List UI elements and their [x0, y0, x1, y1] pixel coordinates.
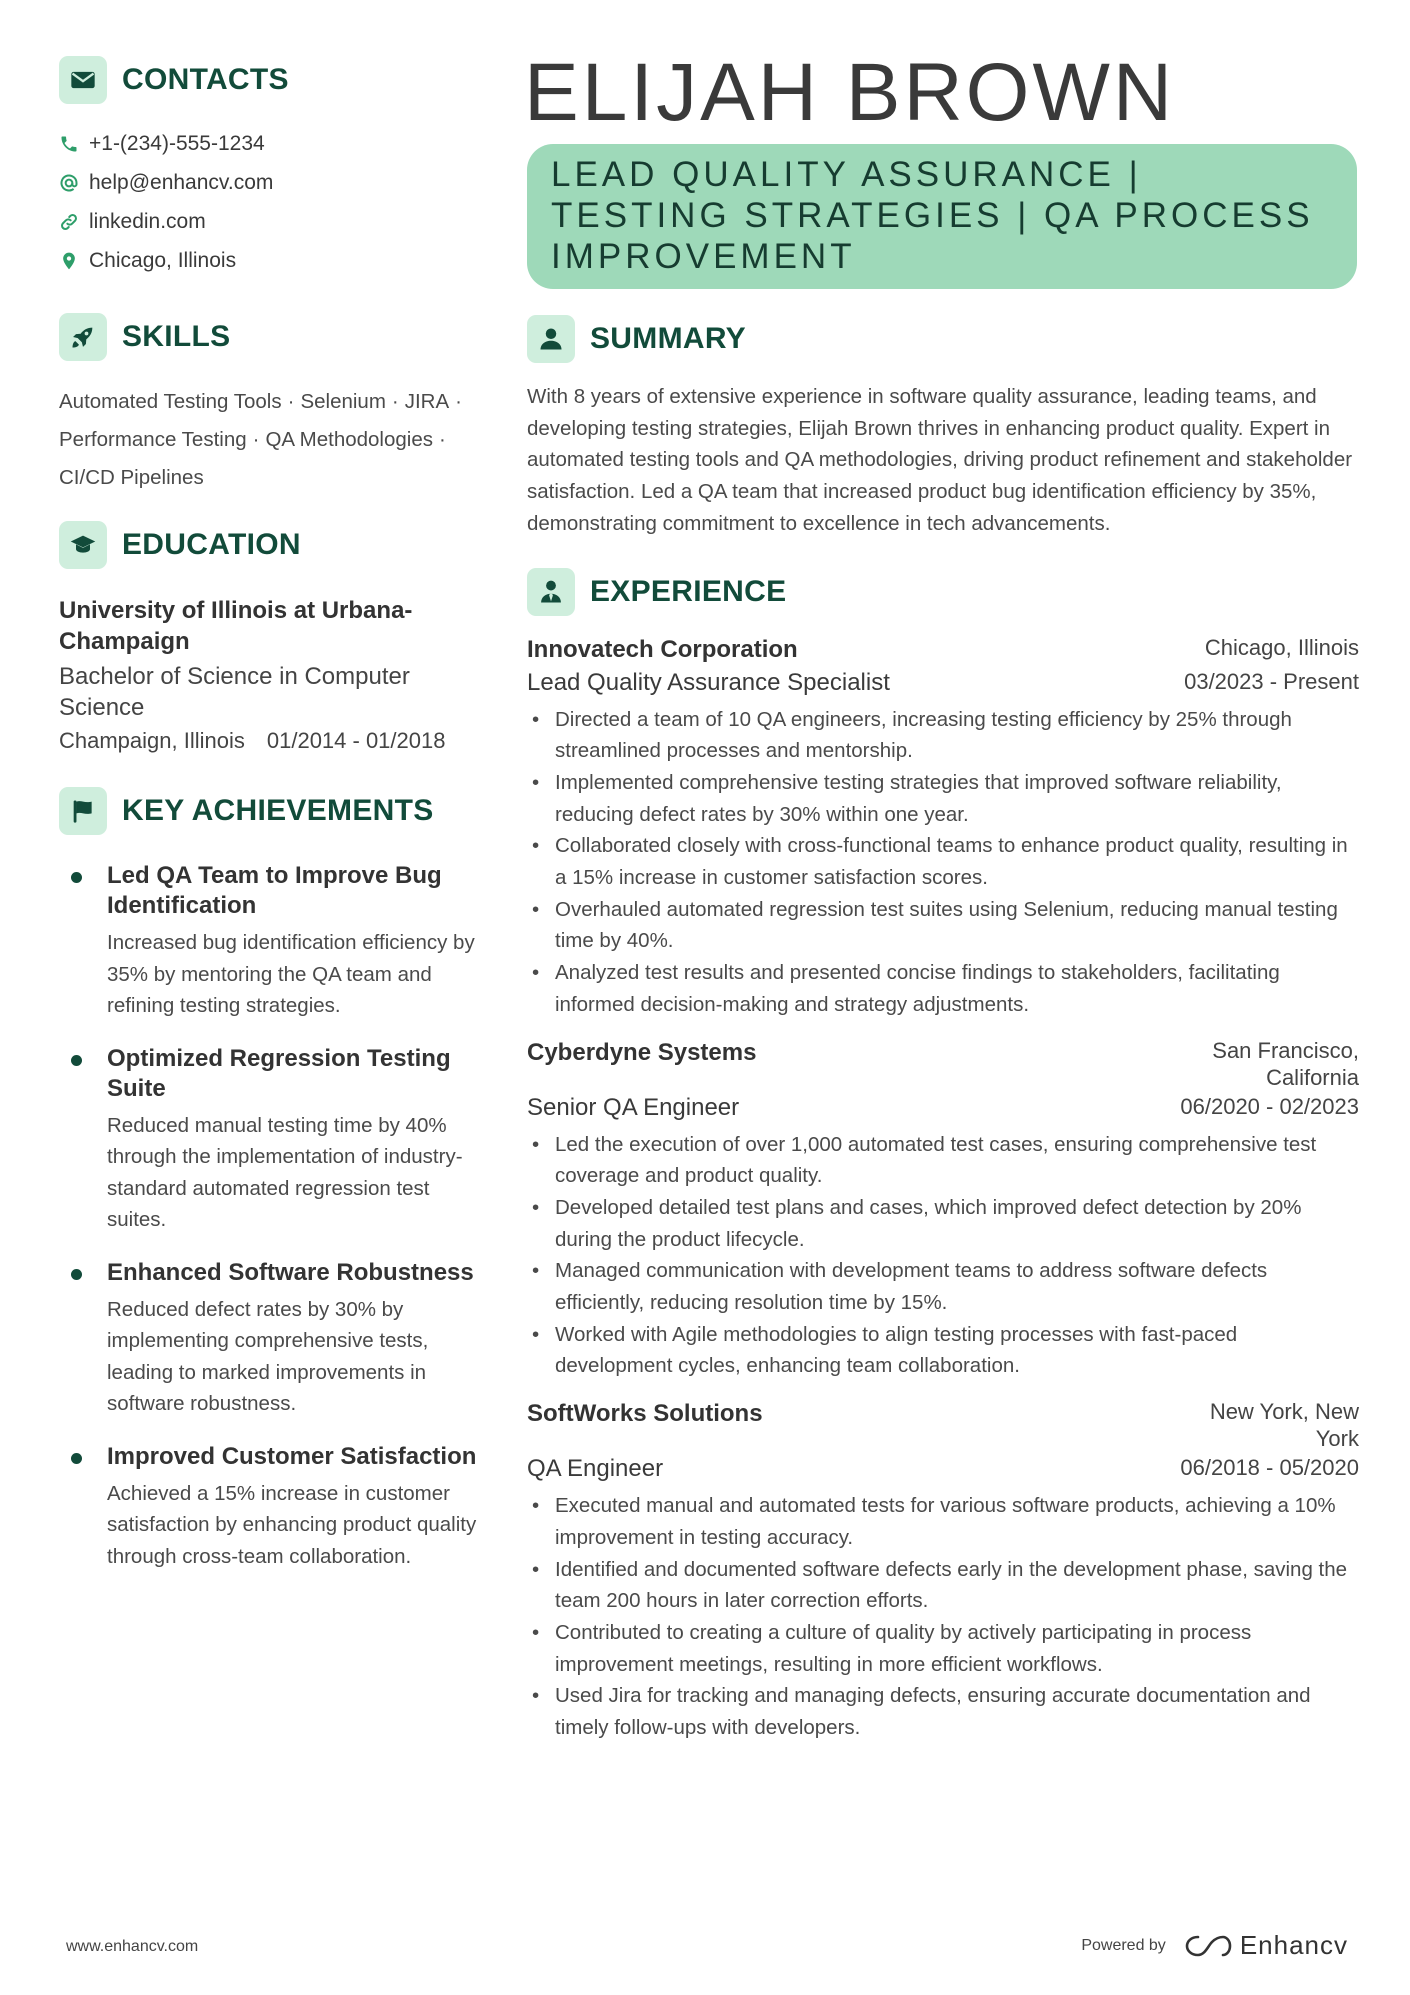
- job-header-row: [527, 1398, 1359, 1452]
- location-pin-icon: [59, 251, 79, 271]
- job-dates: 06/2018 - 05/2020: [1180, 1455, 1359, 1481]
- job-company: SoftWorks Solutions: [527, 1400, 763, 1428]
- skill-item: JIRA: [404, 390, 450, 413]
- achievement-text: Reduced defect rates by 30% by implementing comprehensive tests, leading to marked improvements in software robustness.: [107, 1297, 429, 1415]
- contact-phone-text[interactable]: +1-(234)-555-1234: [89, 131, 265, 155]
- powered-by-label: Powered by: [1081, 1936, 1166, 1954]
- skills-heading: SKILLS: [122, 320, 231, 353]
- candidate-name: ELIJAH BROWN: [524, 47, 1176, 138]
- skill-item: QA Methodologies: [265, 428, 433, 451]
- job-role-row: [527, 1091, 1359, 1125]
- education-school: University of Illinois at Urbana-Champaign: [59, 597, 413, 655]
- education-degree: Bachelor of Science in Computer Science: [59, 663, 410, 721]
- right-column: [524, 47, 1359, 1744]
- job-role: Senior QA Engineer: [527, 1093, 740, 1121]
- flag-icon: [59, 787, 107, 835]
- job-bullets: [527, 704, 1359, 1021]
- contacts-heading: CONTACTS: [122, 63, 289, 96]
- contact-location: [59, 241, 479, 280]
- job-bullet: • Contributed to creating a culture of quality by actively participating in process improvement meetings, resulting in more efficient workflows.: [527, 1617, 1359, 1680]
- job-dates: 03/2023 - Present: [1184, 668, 1359, 694]
- job-role: Lead Quality Assurance Specialist: [527, 668, 890, 696]
- experience-heading: EXPERIENCE: [590, 574, 787, 608]
- job-bullets: [527, 1490, 1359, 1744]
- achievement-title: Enhanced Software Robustness: [107, 1258, 474, 1286]
- achievement-title: Optimized Regression Testing Suite: [107, 1044, 451, 1102]
- job-dates: 06/2020 - 02/2023: [1180, 1093, 1359, 1119]
- job-entry: [527, 1398, 1359, 1744]
- bullet-dot: [71, 1055, 82, 1066]
- contact-location-text: Chicago, Illinois: [89, 248, 237, 272]
- job-bullet: • Used Jira for tracking and managing defects, ensuring accurate documentation and timely follow-ups with developers.: [527, 1680, 1359, 1743]
- job-role-row: [527, 666, 1359, 700]
- job-company: Innovatech Corporation: [527, 635, 798, 663]
- job-role: QA Engineer: [527, 1455, 664, 1483]
- achievement-title: Improved Customer Satisfaction: [107, 1442, 477, 1470]
- achievement-item: [59, 861, 479, 1022]
- achievement-text: Increased bug identification efficiency by 35% by mentoring the QA team and refining testing strategies.: [107, 931, 475, 1017]
- contact-linkedin-text[interactable]: linkedin.com: [89, 209, 206, 233]
- job-bullet: • Directed a team of 10 QA engineers, increasing testing efficiency by 25% through streamlined processes and mentorship.: [527, 704, 1359, 767]
- footer-branding: [1081, 1930, 1348, 1961]
- job-location: Chicago, Illinois: [1204, 634, 1359, 660]
- footer-website[interactable]: www.enhancv.com: [66, 1938, 199, 1955]
- education-dates: 01/2014 - 01/2018: [266, 728, 446, 753]
- job-bullet: • Overhauled automated regression test suites using Selenium, reducing manual testing time by 40%.: [527, 894, 1359, 957]
- contact-phone: [59, 124, 479, 163]
- job-bullet: • Led the execution of over 1,000 automated test cases, ensuring comprehensive test coverage and product quality.: [527, 1129, 1359, 1192]
- skills-header: [59, 313, 479, 361]
- contact-list: [59, 124, 479, 280]
- envelope-icon: [59, 56, 107, 104]
- education-meta: [59, 725, 479, 757]
- contacts-header: [59, 56, 479, 104]
- achievement-item: [59, 1258, 479, 1420]
- contact-linkedin: [59, 202, 479, 241]
- brand-logo[interactable]: [1184, 1930, 1348, 1961]
- bullet-dot: [71, 1269, 82, 1280]
- graduation-cap-icon: [59, 521, 107, 569]
- achievement-title: Led QA Team to Improve Bug Identification: [107, 862, 442, 919]
- job-header-row: [527, 1037, 1359, 1091]
- summary-header: [527, 315, 1359, 363]
- job-bullet: • Analyzed test results and presented concise findings to stakeholders, facilitating informed decision-making and strategy adjustments.: [527, 957, 1359, 1020]
- education-heading: EDUCATION: [122, 528, 301, 561]
- contact-email: [59, 163, 479, 202]
- phone-icon: [59, 134, 79, 154]
- job-bullet: • Identified and documented software defects early in the development phase, saving the team 200 hours in later correction efforts.: [527, 1554, 1359, 1617]
- job-bullet: • Managed communication with development teams to address software defects efficiently, reducing resolution time by 15%.: [527, 1255, 1359, 1318]
- bullet-dot: [71, 1453, 82, 1464]
- summary-text: With 8 years of extensive experience in software quality assurance, leading teams, and developing testing strategies, Elijah Brown thrives in enhancing product quality. Expert in automated testing tools and QA methodologies, driving product refinement and stakeholder satisfaction. Led a QA team that increased product bug identification efficiency by 35%, demonstrating commitment to excellence in tech advancements.: [527, 385, 1353, 535]
- bullet-dot: [71, 872, 82, 883]
- summary-heading: SUMMARY: [590, 322, 746, 355]
- job-location: San Francisco, California: [1212, 1037, 1359, 1090]
- link-icon: [59, 212, 79, 232]
- businessperson-icon: [527, 568, 575, 616]
- achievement-item: [59, 1442, 479, 1573]
- job-company: Cyberdyne Systems: [527, 1038, 757, 1066]
- achievement-item: [59, 1044, 479, 1236]
- skills-list: Automated Testing Tools · Selenium · JIRA · Performance Testing · QA Methodologies · CI/CD Pipelines: [59, 390, 462, 489]
- achievement-text: Achieved a 15% increase in customer satisfaction by enhancing product quality through cross-team collaboration.: [107, 1481, 477, 1568]
- job-bullet: • Collaborated closely with cross-functional teams to enhance product quality, resulting in a 15% increase in customer satisfaction scores.: [527, 830, 1359, 893]
- achievements-list: [59, 861, 479, 1572]
- job-entry: [527, 634, 1359, 1021]
- experience-header: [527, 568, 1359, 616]
- headline-banner: LEAD QUALITY ASSURANCE | TESTING STRATEGIES | QA PROCESS IMPROVEMENT: [527, 144, 1357, 289]
- job-bullet: • Executed manual and automated tests for various software products, achieving a 10% improvement in testing accuracy.: [527, 1490, 1359, 1553]
- skill-item: CI/CD Pipelines: [59, 466, 204, 489]
- achievement-text: Reduced manual testing time by 40% through the implementation of industry-standard automated regression test suites.: [107, 1113, 463, 1231]
- skill-item: Performance Testing: [59, 428, 247, 451]
- job-entry: [527, 1037, 1359, 1383]
- contact-email-text[interactable]: help@enhancv.com: [89, 170, 274, 194]
- enhancv-logo-icon: [1184, 1933, 1232, 1959]
- rocket-icon: [59, 313, 107, 361]
- left-column: [59, 56, 479, 1594]
- education-header: [59, 521, 479, 569]
- person-icon: [527, 315, 575, 363]
- job-header-row: [527, 634, 1359, 666]
- achievements-header: [59, 787, 479, 835]
- job-bullet: • Implemented comprehensive testing strategies that improved software reliability, reducing defect rates by 30% within one year.: [527, 767, 1359, 830]
- job-location: New York, New York: [1209, 1399, 1359, 1452]
- brand-name: Enhancv: [1239, 1930, 1348, 1960]
- job-bullets: [527, 1129, 1359, 1383]
- job-bullet: • Worked with Agile methodologies to align testing processes with fast-paced development cycles, enhancing team collaboration.: [527, 1319, 1359, 1382]
- education-location: Champaign, Illinois: [59, 728, 245, 753]
- achievements-heading: KEY ACHIEVEMENTS: [122, 794, 434, 827]
- skill-item: Selenium: [300, 390, 386, 413]
- job-bullet: • Developed detailed test plans and cases, which improved defect detection by 20% during the product lifecycle.: [527, 1192, 1359, 1255]
- job-role-row: [527, 1452, 1359, 1486]
- at-icon: [59, 173, 79, 193]
- skill-item: Automated Testing Tools: [59, 390, 282, 413]
